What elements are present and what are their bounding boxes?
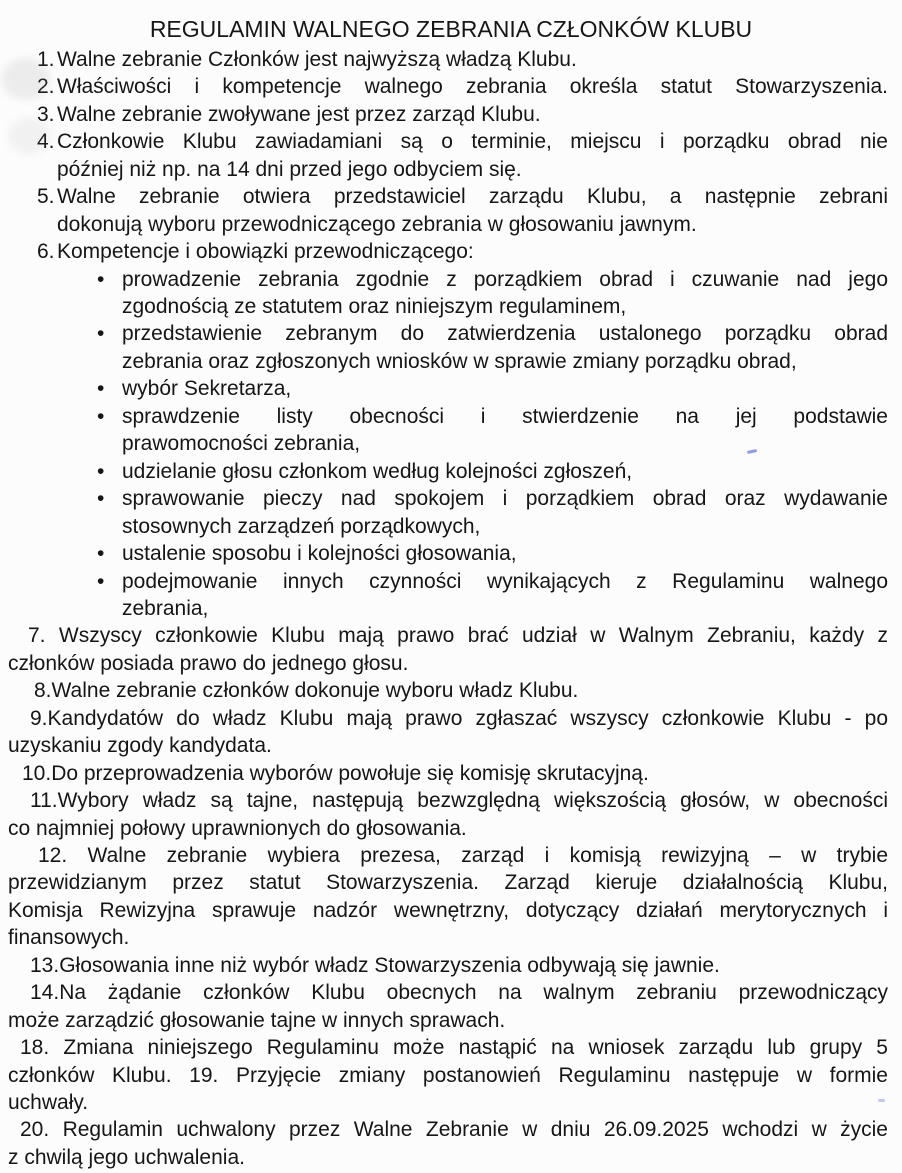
text-line: finansowych. [8,926,130,950]
list-item-3 [37,101,888,128]
document-title: REGULAMIN WALNEGO ZEBRANIA CZŁONKÓW KLUBU [149,16,753,42]
bullet-item-4 [97,403,888,458]
item-number: 2. [37,75,55,99]
text-line: dokonują wyboru przewodniczącego zebrania w głosowaniu jawnym. [57,212,697,236]
text-line: 13.Głosowania inne niż wybór władz Stowarzyszenia odbywają się jawnie. [30,953,720,977]
bullet-item-1 [97,266,888,321]
text-line: zebrania oraz zgłoszonych wniosków w sprawie zmiany porządku obrad, [122,349,797,373]
text-line: 18. Zmiana niniejszego Regulaminu może nastąpić na wniosek zarządu lub grupy 5 [20,1036,888,1060]
bullet-item-8 [97,568,888,623]
text-line: Walne zebranie zwoływane jest przez zarząd Klubu. [57,102,541,126]
paragraph-9 [8,705,888,760]
text-line: 12. Walne zebranie wybiera prezesa, zarząd i komisją rewizyjną – w trybie [38,843,888,867]
text-line: podejmowanie innych czynności wynikających z Regulaminu walnego [122,569,888,593]
paragraph-7 [8,622,888,677]
paragraph-10 [8,760,888,787]
bullet-item-7 [97,540,888,567]
paragraph-8 [8,677,888,704]
text-line: członków posiada prawo do jednego głosu. [8,651,409,675]
text-line: może zarządzić głosowanie tajne w innych sprawach. [8,1008,506,1032]
paragraph-11 [8,787,888,842]
text-line: zebrania, [122,596,209,620]
text-line: Walne zebranie otwiera przedstawiciel zarządu Klubu, a następnie zebrani [57,185,888,209]
paragraph-18-19 [8,1034,888,1116]
text-line: Komisja Rewizyjna sprawuje nadzór wewnętrzny, dotyczący działań merytorycznych i [8,898,888,922]
text-line: 14.Na żądanie członków Klubu obecnych na walnym zebraniu przewodniczący [30,981,888,1005]
text-line: co najmniej połowy uprawnionych do głosowania. [8,816,467,840]
text-line: członków Klubu. 19. Przyjęcie zmiany postanowień Regulaminu następuje w formie [8,1063,888,1087]
bullet-icon: • [97,459,105,483]
text-line: zgodnością ze statutem oraz niniejszym regulaminem, [122,295,627,319]
bullet-icon: • [97,542,105,566]
text-line: 20. Regulamin uchwalony przez Walne Zebranie w dniu 26.09.2025 wchodzi w życie [20,1118,888,1142]
text-line: uzyskaniu zgody kandydata. [8,734,272,758]
text-line: 11.Wybory władz są tajne, następują bezwzględną większością głosów, w obecności [30,789,888,813]
text-line: ustalenie sposobu i kolejności głosowania, [122,542,517,566]
text-line: 10.Do przeprowadzenia wyborów powołuje się komisję skrutacyjną. [22,761,649,785]
text-line: 7. Wszyscy członkowie Klubu mają prawo brać udział w Walnym Zebraniu, każdy z [28,624,888,648]
item-number: 4. [37,130,55,154]
list-item-5 [37,183,888,238]
paragraph-12 [8,842,888,952]
text-line: Członkowie Klubu zawiadamiani są o terminie, miejscu i porządku obrad nie [57,130,888,154]
bullet-icon: • [97,404,105,428]
bullet-item-5 [97,458,888,485]
bullet-icon: • [97,322,105,346]
paragraph-14 [8,979,888,1034]
text-line: przedstawienie zebranym do zatwierdzenia ustalonego porządku obrad [122,322,888,346]
text-line: przewidzianym przez statut Stowarzyszenia. Zarząd kieruje działalnością Klubu, [8,871,888,895]
bullet-icon: • [97,267,105,291]
text-line: stosownych zarządzeń porządkowych, [122,514,481,538]
item-number: 1. [37,48,55,71]
text-line: udzielanie głosu członkom według kolejności zgłoszeń, [122,459,633,483]
paragraph-13 [8,952,888,979]
list-item-4 [37,128,888,183]
bullet-item-6 [97,485,888,540]
text-line: Kompetencje i obowiązki przewodniczącego: [57,240,474,264]
list-item-1 [37,46,888,73]
paragraph-20 [8,1116,888,1171]
item-number: 6. [37,240,55,264]
text-line: prowadzenie zebrania zgodnie z porządkiem obrad i czuwanie nad jego [122,267,888,291]
item-number: 5. [37,185,55,209]
list-item-2 [37,73,888,100]
text-line: prawomocności zebrania, [122,432,361,456]
bullet-item-3 [97,375,888,402]
text-line: Walne zebranie Członków jest najwyższą władzą Klubu. [57,48,577,71]
item-number: 3. [37,102,55,126]
text-line: Właściwości i kompetencje walnego zebrania określa statut Stowarzyszenia. [57,75,888,99]
text-line: później niż np. na 14 dni przed jego odbyciem się. [57,157,522,181]
text-line: uchwały. [8,1090,89,1114]
bullet-icon: • [97,487,105,511]
text-line: z chwilą jego uchwalenia. [8,1145,245,1169]
text-line: sprawdzenie listy obecności i stwierdzenie na jej podstawie [122,404,888,428]
bullet-item-2 [97,320,888,375]
text-line: sprawowanie pieczy nad spokojem i porządkiem obrad oraz wydawanie [122,487,888,511]
bullet-icon: • [97,569,105,593]
bullet-icon: • [97,377,105,401]
list-item-6 [37,238,888,265]
text-line: 9.Kandydatów do władz Klubu mają prawo zgłaszać wszyscy członkowie Klubu - po [30,706,888,730]
text-line: wybór Sekretarza, [122,377,292,401]
text-line: 8.Walne zebranie członków dokonuje wyboru władz Klubu. [34,679,579,703]
